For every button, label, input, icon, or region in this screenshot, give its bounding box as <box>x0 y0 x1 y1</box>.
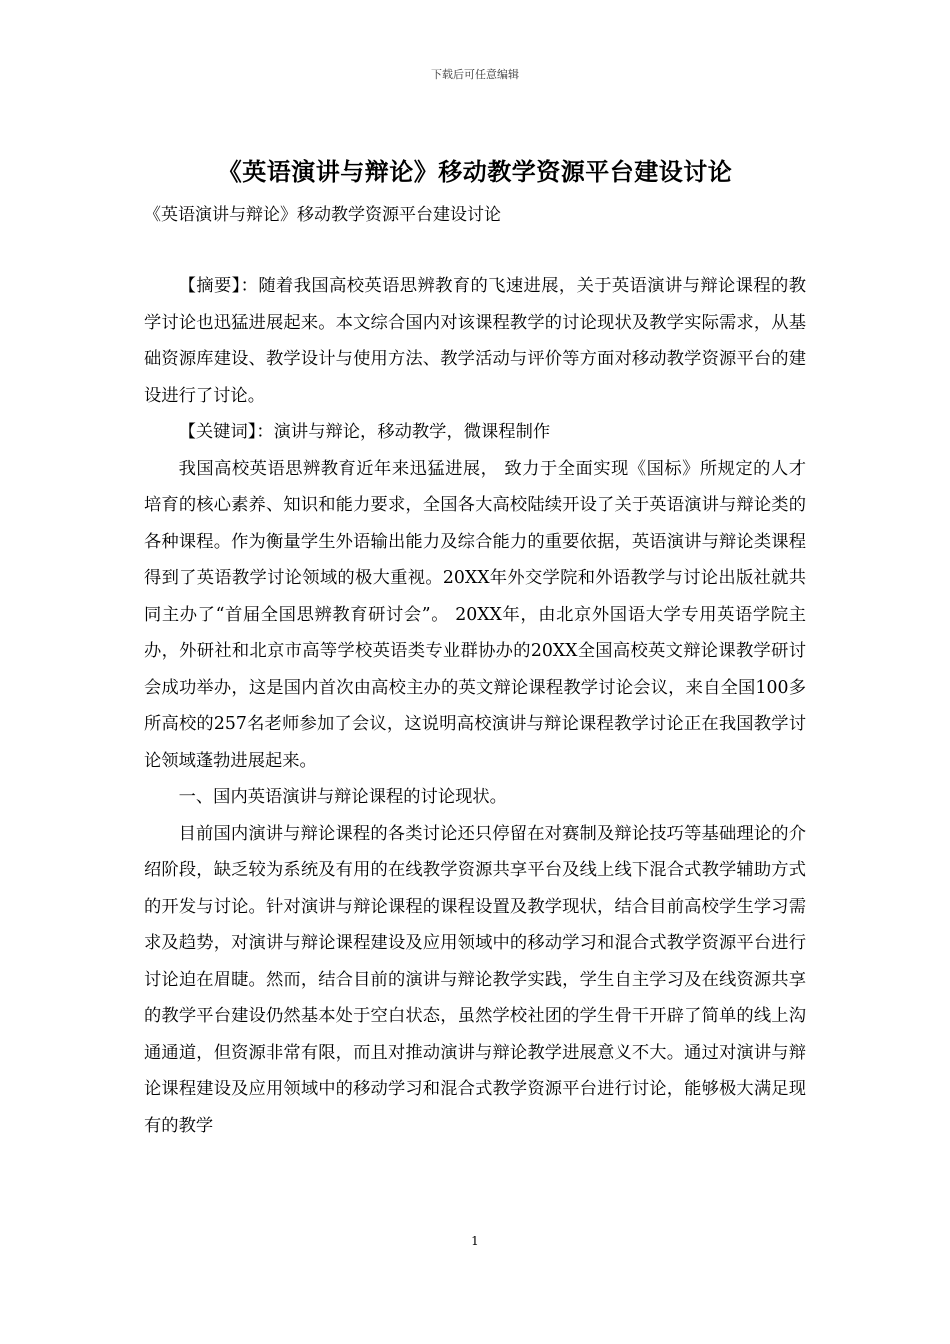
keywords-text: ：演讲与辩论，移动教学，微课程制作 <box>256 422 551 442</box>
download-note: 下载后可任意编辑 <box>431 68 519 81</box>
section-heading: 一、国内英语演讲与辩论课程的讨论现状。 <box>178 787 507 807</box>
intro-paragraph: 我国高校英语思辨教育近年来迅猛进展， 致力于全面实现《国标》所规定的人才培育的核心素养、知识和能力要求，全国各大高校陆续开设了关于英语演讲与辩论类的各种课程。作为衡量学生外语输出能力及综合能力的重要依据，英语演讲与辩论类课程得到了英语教学讨论领域的极大重视。20XX年外交学院和外语教学与讨论出版社就共同主办了“首届全国思辨教育研讨会”。 20XX年，由北京外国语大学专用英语学院主办，外研社和北京市高等学校英语类专业群协办的20XX全国高校英文辩论课教学研讨会成功举办，这是国内首次由高校主办的英文辩论课程教学讨论会议，来自全国100多所高校的257名老师参加了会议，这说明高校演讲与辩论课程教学讨论正在我国教学讨论领域蓬勃进展起来。 <box>144 458 806 771</box>
page-number: 1 <box>471 1234 479 1248</box>
section-paragraph: 目前国内演讲与辩论课程的各类讨论还只停留在对赛制及辩论技巧等基础理论的介绍阶段，缺乏较为系统及有用的在线教学资源共享平台及线上线下混合式教学辅助方式的开发与讨论。针对演讲与辩论课程的课程设置及教学现状，结合目前高校学生学习需求及趋势，对演讲与辩论课程建设及应用领域中的移动学习和混合式教学资源平台进行讨论迫在眉睫。然而，结合目前的演讲与辩论教学实践，学生自主学习及在线资源共享的教学平台建设仍然基本处于空白状态，虽然学校社团的学生骨干开辟了简单的线上沟通通道，但资源非常有限，而且对推动演讲与辩论教学进展意义不大。通过对演讲与辩论课程建设及应用领域中的移动学习和混合式教学资源平台进行讨论，能够极大满足现有的教学 <box>144 823 806 1136</box>
document-body <box>144 268 806 1144</box>
abstract-text: ：随着我国高校英语思辨教育的飞速进展，关于英语演讲与辩论课程的教学讨论也迅猛进展起来。本文综合国内对该课程教学的讨论现状及教学实际需求，从基础资源库建设、教学设计与使用方法、教学活动与评价等方面对移动教学资源平台的建设进行了讨论。 <box>144 276 806 406</box>
abstract-label: 【摘要】 <box>178 276 241 296</box>
keywords-paragraph <box>144 414 806 451</box>
keywords-label: 【关键词】 <box>178 422 257 442</box>
document-title: 《英语演讲与辩论》移动教学资源平台建设讨论 <box>217 157 733 186</box>
document-subtitle: 《英语演讲与辩论》移动教学资源平台建设讨论 <box>144 205 501 225</box>
abstract-paragraph <box>144 268 806 414</box>
